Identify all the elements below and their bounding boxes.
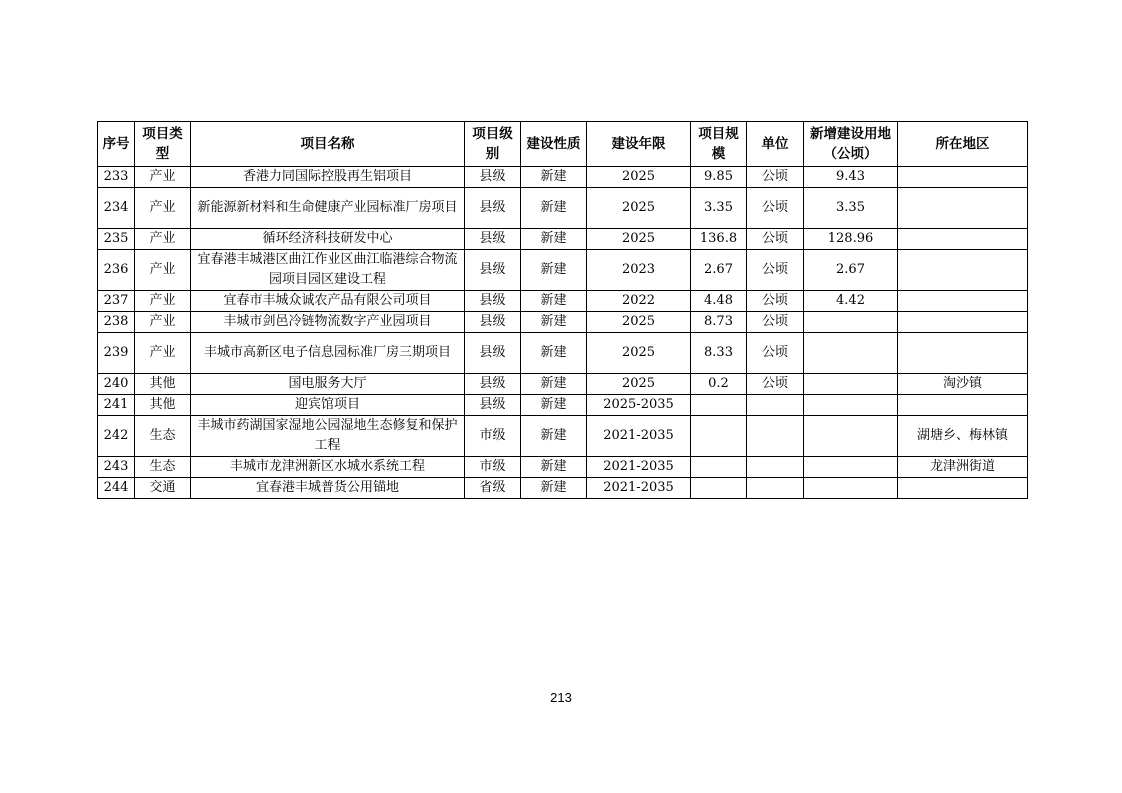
cell-nature: 新建 xyxy=(521,250,587,291)
cell-unit xyxy=(747,478,804,499)
cell-land: 4.42 xyxy=(804,291,898,312)
cell-type: 其他 xyxy=(135,395,191,416)
cell-level: 县级 xyxy=(465,188,521,229)
cell-nature: 新建 xyxy=(521,167,587,188)
header-land: 新增建设用地（公顷） xyxy=(804,122,898,167)
cell-type: 产业 xyxy=(135,333,191,374)
cell-scale xyxy=(691,416,747,457)
cell-nature: 新建 xyxy=(521,229,587,250)
cell-no: 239 xyxy=(98,333,135,374)
cell-type: 产业 xyxy=(135,250,191,291)
cell-level: 县级 xyxy=(465,395,521,416)
cell-name: 丰城市剑邑冷链物流数字产业园项目 xyxy=(191,312,465,333)
cell-years: 2021-2035 xyxy=(587,457,691,478)
header-scale: 项目规模 xyxy=(691,122,747,167)
cell-years: 2021-2035 xyxy=(587,478,691,499)
table-row xyxy=(98,333,1028,374)
cell-name: 丰城市高新区电子信息园标准厂房三期项目 xyxy=(191,333,465,374)
cell-level: 省级 xyxy=(465,478,521,499)
cell-unit: 公顷 xyxy=(747,333,804,374)
cell-land: 2.67 xyxy=(804,250,898,291)
cell-no: 241 xyxy=(98,395,135,416)
header-type: 项目类型 xyxy=(135,122,191,167)
cell-region: 湖塘乡、梅林镇 xyxy=(898,416,1028,457)
cell-years: 2025-2035 xyxy=(587,395,691,416)
table-row xyxy=(98,188,1028,229)
cell-type: 交通 xyxy=(135,478,191,499)
cell-unit xyxy=(747,395,804,416)
cell-scale: 136.8 xyxy=(691,229,747,250)
cell-name: 丰城市药湖国家湿地公园湿地生态修复和保护工程 xyxy=(191,416,465,457)
cell-level: 县级 xyxy=(465,291,521,312)
project-table-container xyxy=(97,121,1027,499)
cell-type: 产业 xyxy=(135,229,191,250)
cell-land xyxy=(804,457,898,478)
cell-region xyxy=(898,312,1028,333)
cell-level: 县级 xyxy=(465,312,521,333)
cell-nature: 新建 xyxy=(521,416,587,457)
cell-no: 238 xyxy=(98,312,135,333)
header-no: 序号 xyxy=(98,122,135,167)
cell-nature: 新建 xyxy=(521,291,587,312)
cell-type: 其他 xyxy=(135,374,191,395)
cell-years: 2025 xyxy=(587,312,691,333)
cell-name: 循环经济科技研发中心 xyxy=(191,229,465,250)
cell-name: 迎宾馆项目 xyxy=(191,395,465,416)
cell-no: 243 xyxy=(98,457,135,478)
cell-region xyxy=(898,395,1028,416)
cell-scale xyxy=(691,457,747,478)
cell-no: 235 xyxy=(98,229,135,250)
table-row xyxy=(98,250,1028,291)
table-body xyxy=(98,167,1028,499)
cell-years: 2021-2035 xyxy=(587,416,691,457)
header-region: 所在地区 xyxy=(898,122,1028,167)
cell-level: 县级 xyxy=(465,167,521,188)
cell-unit: 公顷 xyxy=(747,167,804,188)
cell-unit xyxy=(747,416,804,457)
table-row xyxy=(98,374,1028,395)
cell-scale xyxy=(691,395,747,416)
cell-level: 县级 xyxy=(465,374,521,395)
cell-name: 新能源新材料和生命健康产业园标准厂房项目 xyxy=(191,188,465,229)
cell-type: 生态 xyxy=(135,457,191,478)
cell-region xyxy=(898,229,1028,250)
cell-land xyxy=(804,374,898,395)
cell-region xyxy=(898,291,1028,312)
cell-scale: 2.67 xyxy=(691,250,747,291)
cell-type: 产业 xyxy=(135,188,191,229)
cell-type: 产业 xyxy=(135,312,191,333)
cell-years: 2025 xyxy=(587,374,691,395)
header-name: 项目名称 xyxy=(191,122,465,167)
cell-level: 县级 xyxy=(465,333,521,374)
cell-no: 244 xyxy=(98,478,135,499)
cell-no: 233 xyxy=(98,167,135,188)
table-row xyxy=(98,416,1028,457)
table-row xyxy=(98,167,1028,188)
page-number: 213 xyxy=(550,690,572,705)
cell-scale: 8.33 xyxy=(691,333,747,374)
cell-name: 宜春港丰城普货公用锚地 xyxy=(191,478,465,499)
cell-land xyxy=(804,478,898,499)
cell-no: 237 xyxy=(98,291,135,312)
cell-years: 2023 xyxy=(587,250,691,291)
cell-land xyxy=(804,395,898,416)
cell-nature: 新建 xyxy=(521,188,587,229)
cell-scale: 3.35 xyxy=(691,188,747,229)
cell-no: 240 xyxy=(98,374,135,395)
cell-name: 宜春市丰城众诚农产品有限公司项目 xyxy=(191,291,465,312)
table-row xyxy=(98,457,1028,478)
cell-region: 龙津洲街道 xyxy=(898,457,1028,478)
cell-unit: 公顷 xyxy=(747,312,804,333)
cell-land: 9.43 xyxy=(804,167,898,188)
cell-no: 236 xyxy=(98,250,135,291)
project-table xyxy=(97,121,1028,499)
cell-nature: 新建 xyxy=(521,457,587,478)
cell-region xyxy=(898,333,1028,374)
cell-type: 生态 xyxy=(135,416,191,457)
cell-nature: 新建 xyxy=(521,374,587,395)
cell-years: 2022 xyxy=(587,291,691,312)
cell-name: 丰城市龙津洲新区水城水系统工程 xyxy=(191,457,465,478)
cell-scale: 8.73 xyxy=(691,312,747,333)
header-level: 项目级别 xyxy=(465,122,521,167)
cell-type: 产业 xyxy=(135,167,191,188)
cell-region xyxy=(898,167,1028,188)
cell-land: 128.96 xyxy=(804,229,898,250)
cell-years: 2025 xyxy=(587,229,691,250)
table-row xyxy=(98,395,1028,416)
cell-region xyxy=(898,188,1028,229)
cell-no: 234 xyxy=(98,188,135,229)
cell-land xyxy=(804,416,898,457)
table-row xyxy=(98,291,1028,312)
cell-scale: 0.2 xyxy=(691,374,747,395)
cell-unit: 公顷 xyxy=(747,250,804,291)
cell-years: 2025 xyxy=(587,333,691,374)
cell-unit: 公顷 xyxy=(747,188,804,229)
cell-region xyxy=(898,250,1028,291)
cell-nature: 新建 xyxy=(521,478,587,499)
cell-level: 县级 xyxy=(465,250,521,291)
header-years: 建设年限 xyxy=(587,122,691,167)
cell-unit: 公顷 xyxy=(747,291,804,312)
cell-unit: 公顷 xyxy=(747,229,804,250)
cell-nature: 新建 xyxy=(521,312,587,333)
cell-scale: 4.48 xyxy=(691,291,747,312)
cell-unit: 公顷 xyxy=(747,374,804,395)
cell-land xyxy=(804,333,898,374)
cell-land xyxy=(804,312,898,333)
cell-region: 淘沙镇 xyxy=(898,374,1028,395)
cell-level: 市级 xyxy=(465,416,521,457)
cell-name: 国电服务大厅 xyxy=(191,374,465,395)
header-unit: 单位 xyxy=(747,122,804,167)
cell-years: 2025 xyxy=(587,167,691,188)
cell-type: 产业 xyxy=(135,291,191,312)
cell-nature: 新建 xyxy=(521,333,587,374)
cell-scale xyxy=(691,478,747,499)
cell-scale: 9.85 xyxy=(691,167,747,188)
table-header-row xyxy=(98,122,1028,167)
cell-level: 市级 xyxy=(465,457,521,478)
cell-unit xyxy=(747,457,804,478)
header-nature: 建设性质 xyxy=(521,122,587,167)
cell-level: 县级 xyxy=(465,229,521,250)
cell-nature: 新建 xyxy=(521,395,587,416)
cell-land: 3.35 xyxy=(804,188,898,229)
cell-no: 242 xyxy=(98,416,135,457)
table-row xyxy=(98,312,1028,333)
cell-region xyxy=(898,478,1028,499)
cell-years: 2025 xyxy=(587,188,691,229)
table-row xyxy=(98,478,1028,499)
table-row xyxy=(98,229,1028,250)
cell-name: 香港力同国际控股再生铝项目 xyxy=(191,167,465,188)
cell-name: 宜春港丰城港区曲江作业区曲江临港综合物流园项目园区建设工程 xyxy=(191,250,465,291)
